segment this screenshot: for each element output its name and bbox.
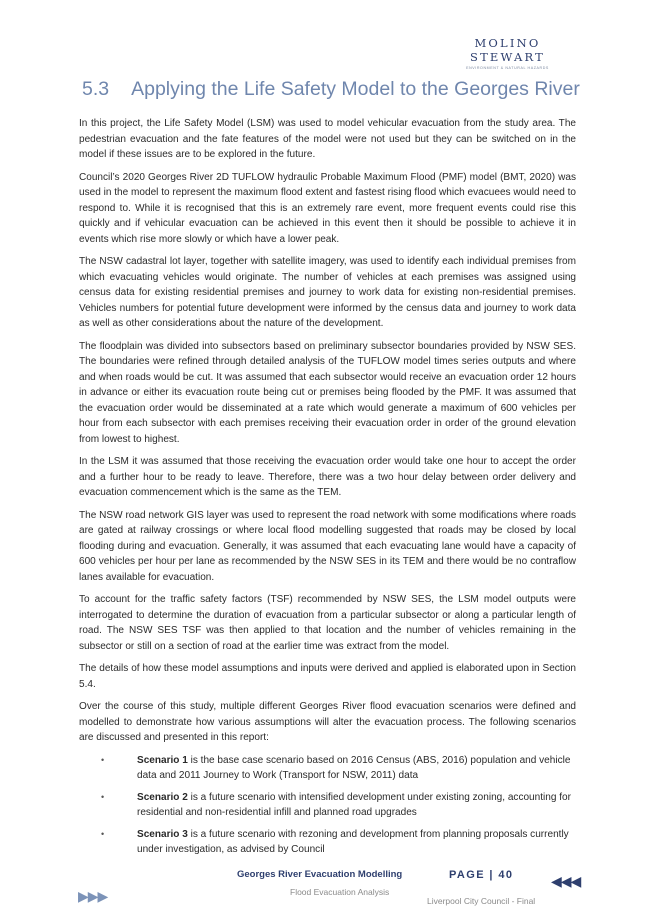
footer-subtitle: Flood Evacuation Analysis (290, 887, 390, 897)
logo-name: MOLINO STEWART (469, 36, 546, 64)
company-logo (440, 36, 575, 70)
paragraph-traffic-safety: To account for the traffic safety factors (TSF) recommended by NSW SES, the LSM model outputs were interrogated to determine the duration of evacuation from a particular subsector or along a particular length of road. The NSW SES TSF was then applied to that location and the number of vehicles remaining in the subsector or still on a section of road at the earlier time was extract from the model. (79, 594, 576, 652)
paragraph-cadastral-layer: The NSW cadastral lot layer, together with satellite imagery, was used to identify each individual premises from which evacuating vehicles would originate. The number of vehicles at each premises was assigned using census data for existing residential premises and journey to work data for existing non-residential premises. Vehicles numbers for potential future development were informed by the census data and journey to work data as well as other considerations about the nature of the development. (79, 256, 576, 329)
page-number: PAGE | 40 (449, 869, 514, 881)
paragraph-scenarios-intro: Over the course of this study, multiple different Georges River flood evacuation scenarios were defined and modelled to demonstrate how various assumptions will alter the evacuation process. The following scenarios are discussed and presented in this report: (79, 701, 576, 743)
paragraph-subsectors: The floodplain was divided into subsectors based on preliminary subsector boundaries provided by NSW SES. The boundaries were refined through detailed analysis of the TUFLOW model times series outputs and where and when roads would be cut. It was assumed that each subsector would receive an evacuation order 12 hours in advance or either its evacuation route being cut or premises being flooded by the PMF. It was assumed that the evacuation order would be disseminated at a rate which would generate a maximum of 600 vehicles per hour from each subsector with each premises receiving their evacuation order in order of the ground elevation from lowest to highest. (79, 340, 576, 445)
paragraph-tuflow-model: Council’s 2020 Georges River 2D TUFLOW hydraulic Probable Maximum Flood (PMF) model (BMT, 2020) was used in the model to represent the maximum flood extent and fastest rising flood which evacuees would need to respond to. While it is recognised that this is an extremely rare event, more frequent events could rise this quickly and if vehicular evacuation can be achieved in this event then it should be possible to achieve it in events which rise more slowly or which have a lower peak. (79, 171, 576, 245)
paragraph-evacuation-delay: In the LSM it was assumed that those receiving the evacuation order would take one hour to accept the order and a further hour to be ready to leave. Therefore, there was a two hour delay between order delivery and evacuation commencement which is the same as the TEM. (79, 456, 576, 498)
footer-left-arrows-icon: ▶▶▶ (78, 888, 108, 904)
footer-report-title: Georges River Evacuation Modelling (237, 869, 403, 880)
paragraph-lsm-intro: In this project, the Life Safety Model (LSM) was used to model vehicular evacuation from the study area. The pedestrian evacuation and the fate features of the model were not used but they can be switched on in the model if these issues are to be explored in the future. (79, 118, 576, 160)
paragraph-section-reference: The details of how these model assumptions and inputs were derived and applied is elaborated upon in Section 5.4. (79, 663, 576, 690)
bullet-icon: • (101, 828, 105, 839)
scenario-description: is a future scenario with intensified development under existing zoning, accounting for residential and non-residential infill and planned road upgrades (137, 791, 571, 818)
scenario-description: is a future scenario with rezoning and development from planning proposals currently under investigation, as advised by Council (137, 828, 569, 855)
scenario-label: Scenario 3 (137, 828, 188, 840)
scenario-label: Scenario 2 (137, 791, 188, 803)
section-title: Applying the Life Safety Model to the Georges River (131, 78, 580, 100)
list-item (79, 827, 576, 858)
scenario-list (79, 753, 576, 858)
section-heading (82, 78, 580, 101)
footer-right-arrows-icon: ◀◀◀ (551, 873, 581, 889)
paragraph-road-network: The NSW road network GIS layer was used to represent the road network with some modifications where roads are gated at railway crossings or where local flood modelling suggested that roads may be closed by local flooding during and evacuation. Generally, it was assumed that each evacuating lane would have a capacity of 600 vehicles per hour per lane as recommended by the NSW SES in its TEM and there would be no contraflow lanes available for evacuation. (79, 509, 576, 583)
document-body (79, 116, 576, 864)
logo-tagline: ENVIRONMENT & NATURAL HAZARDS (466, 66, 549, 70)
footer-client: Liverpool City Council - Final (427, 896, 536, 906)
scenario-label: Scenario 1 (137, 754, 188, 766)
scenario-description: is the base case scenario based on 2016 Census (ABS, 2016) population and vehicle data and 2011 Journey to Work (Transport for NSW, 2011) data (137, 754, 571, 781)
list-item (79, 753, 576, 784)
list-item (79, 790, 576, 821)
bullet-icon: • (101, 754, 105, 765)
bullet-icon: • (101, 791, 105, 802)
section-number: 5.3 (82, 78, 110, 100)
